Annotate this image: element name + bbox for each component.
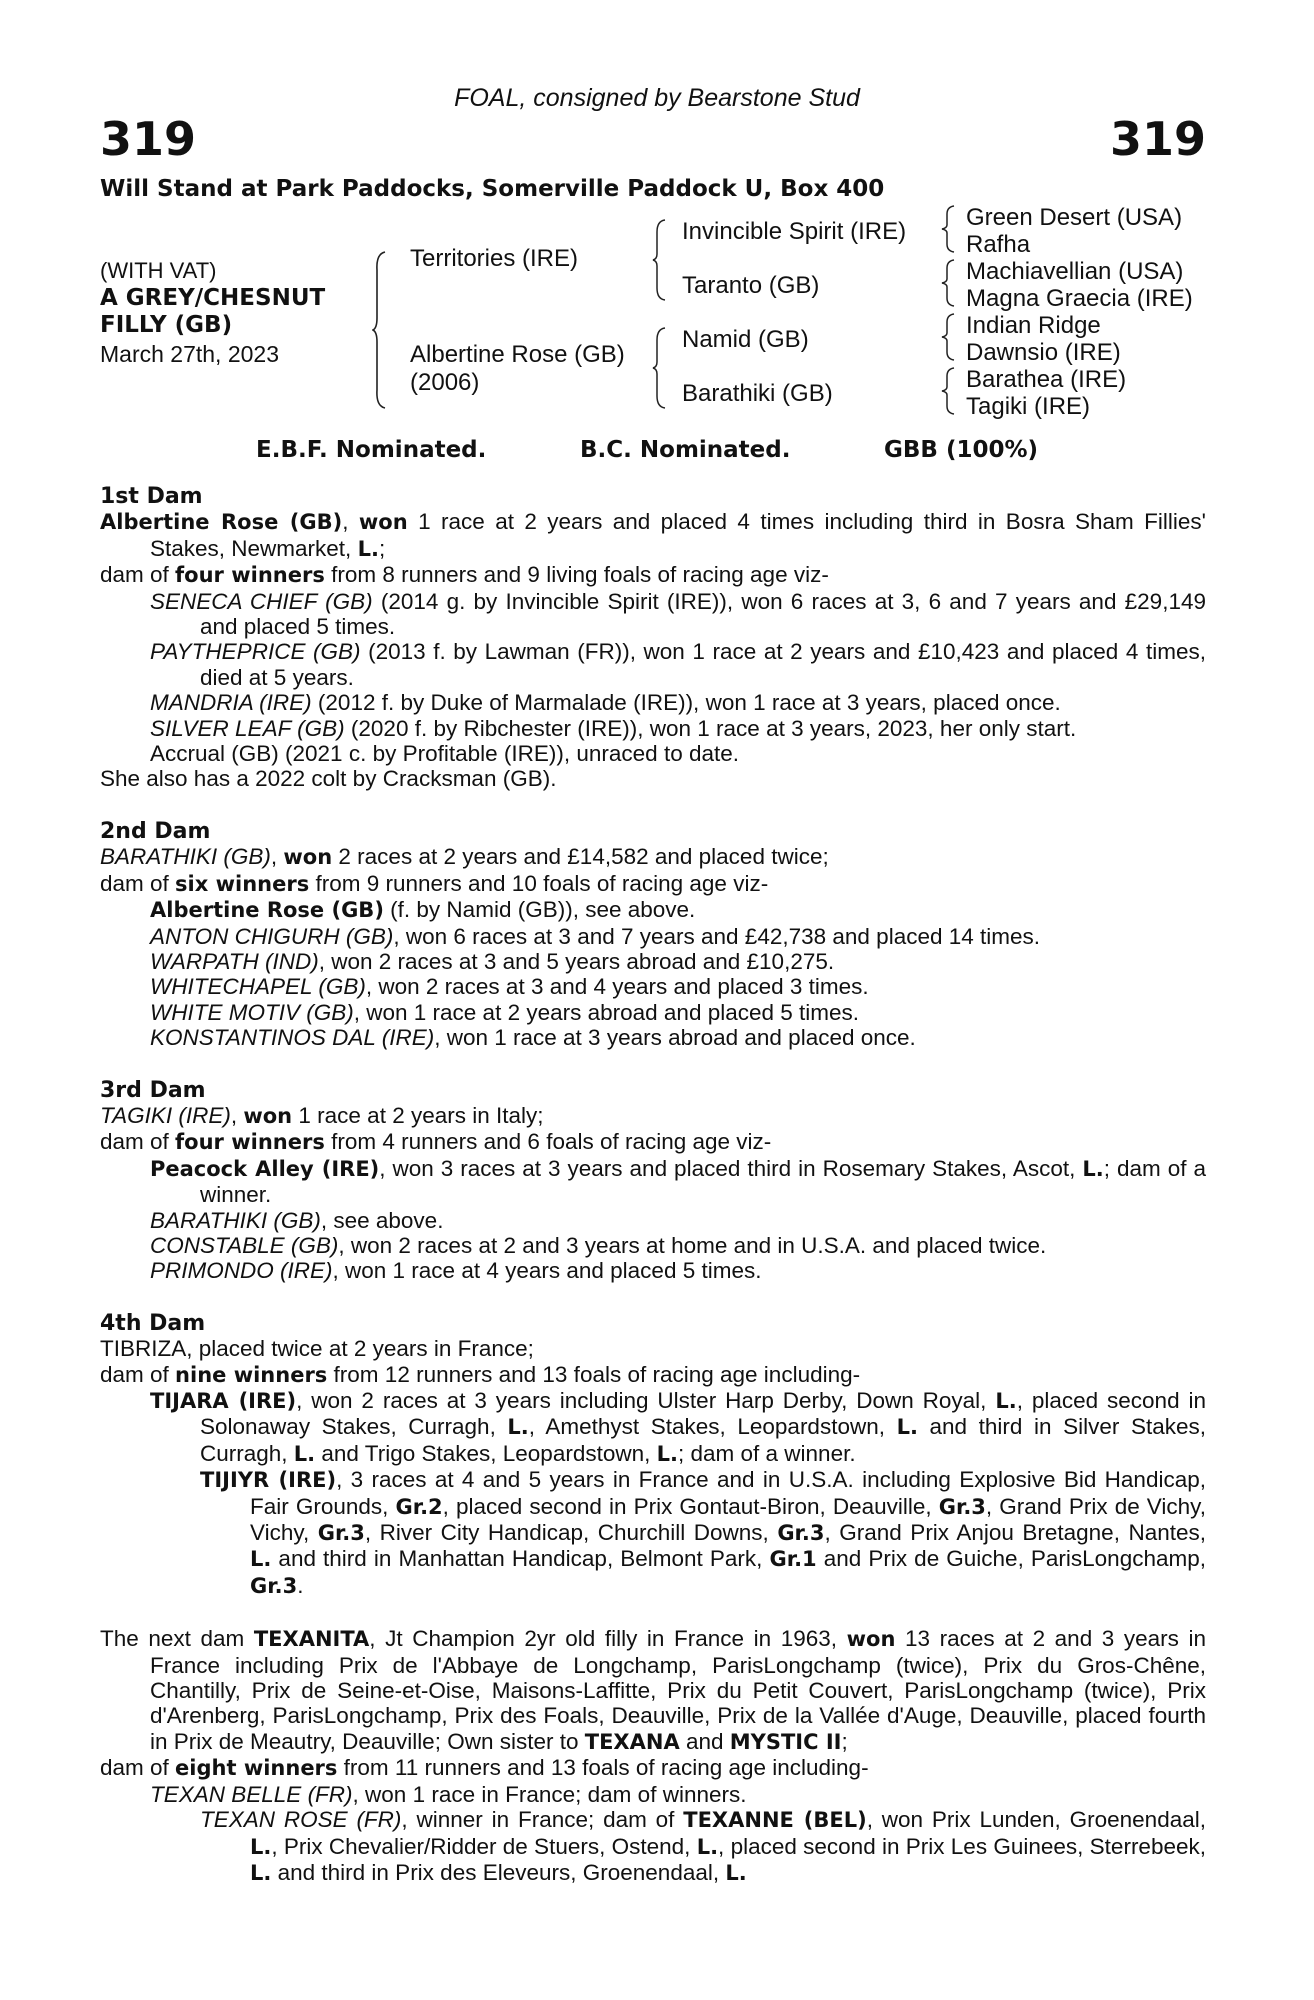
next-dam-produce-2: TEXAN ROSE (FR), winner in France; dam of TEXANNE (BEL), won Prix Lunden, Groenendaal, L., Prix Chevalier/Ridder de Stuers, Ostend, L., placed second in Prix Les Guinees, Sterrebeek, L. and third in Prix des Eleveurs, Groenendaal, L. — [200, 1807, 1206, 1885]
dam4-heading: 4th Dam — [100, 1310, 206, 1336]
dam4-produce-2: TIJIYR (IRE), 3 races at 4 and 5 years in France and in U.S.A. including Explosive Bid Handicap, Fair Grounds, Gr.2, placed second in Prix Gontaut-Biron, Deauville, Gr.3, Grand Prix de Vichy, Vichy, Gr.3, River City Handicap, Churchill Downs, Gr.3, Grand Prix Anjou Bretagne, Nantes, L. and third in Manhattan Handicap, Belmont Park, Gr.1 and Prix de Guiche, ParisLongchamp, Gr.3. — [200, 1467, 1206, 1598]
gg-6: Dawnsio (IRE) — [966, 339, 1121, 366]
dam1-record: Albertine Rose (GB), won 1 race at 2 years and placed 4 times including third in Bosra Sham Fillies' Stakes, Newmarket, L.; — [100, 509, 1206, 561]
dam2-produce-3: WARPATH (IND), won 2 races at 3 and 5 years abroad and £10,275. — [150, 948, 835, 974]
consignor-line: FOAL, consigned by Bearstone Stud — [454, 84, 860, 112]
dam2-heading: 2nd Dam — [100, 818, 211, 844]
dam1-produce-2: PAYTHEPRICE (GB) (2013 f. by Lawman (FR)), won 1 race at 2 years and £10,423 and placed 4 times, died at 5 years. — [150, 639, 1206, 690]
gg-3: Machiavellian (USA) — [966, 258, 1184, 285]
date-of-birth: March 27th, 2023 — [100, 341, 280, 367]
lot-number-left: 319 — [100, 112, 197, 166]
dam-year: (2006) — [410, 369, 480, 396]
sire-brace — [652, 218, 666, 302]
gbb-rating: GBB (100%) — [884, 437, 1039, 463]
gg-8: Tagiki (IRE) — [966, 393, 1091, 420]
dam1-produce-summary: dam of four winners from 8 runners and 9 living foals of racing age viz- — [100, 562, 829, 588]
subject-name-line2: FILLY (GB) — [100, 312, 233, 338]
gg-brace-1 — [940, 204, 956, 254]
dam-sire: Namid (GB) — [682, 326, 809, 353]
pedigree-notes — [100, 484, 1206, 1886]
gg-brace-3 — [940, 312, 956, 362]
dam1-produce-1: SENECA CHIEF (GB) (2014 g. by Invincible Spirit (IRE)), won 6 races at 3, 6 and 7 years and £29,149 and placed 5 times. — [150, 588, 1206, 640]
bc-nominated: B.C. Nominated. — [580, 437, 791, 463]
dam2-record: BARATHIKI (GB), won 2 races at 2 years and £14,582 and placed twice; — [100, 844, 829, 870]
gg-brace-4 — [940, 366, 956, 416]
next-dam-record: The next dam TEXANITA, Jt Champion 2yr old filly in France in 1963, won 13 races at 2 and 3 years in France including Prix de l'Abbaye de Longchamp, ParisLongchamp (twice), Prix du Gros-Chêne, Chantilly, Prix de Seine-et-Oise, Maisons-Laffitte, Prix du Petit Couvert, ParisLongchamp (twice), Prix d'Arenberg, ParisLongchamp, Prix des Foals, Deauville, Prix de la Vallée d'Auge, Deauville, placed fourth in Prix de Meautry, Deauville; Own sister to TEXANA and MYSTIC II; — [100, 1626, 1207, 1754]
dam4-record: TIBRIZA, placed twice at 2 years in France; — [100, 1336, 534, 1362]
sire-sire: Invincible Spirit (IRE) — [682, 218, 907, 245]
dam3-produce-1: Peacock Alley (IRE), won 3 races at 3 years and placed third in Rosemary Stakes, Ascot, L.; dam of a winner. — [150, 1155, 1206, 1208]
dam2-produce-1: Albertine Rose (GB) (f. by Namid (GB)), see above. — [150, 897, 696, 923]
gg-4: Magna Graecia (IRE) — [966, 285, 1193, 312]
dam3-produce-summary: dam of four winners from 4 runners and 6 foals of racing age viz- — [100, 1129, 772, 1155]
gg-7: Barathea (IRE) — [966, 366, 1127, 393]
vat-note: (WITH VAT) — [100, 258, 217, 283]
dam-dam: Barathiki (GB) — [682, 380, 833, 407]
gg-5: Indian Ridge — [966, 312, 1101, 339]
ebf-nominated: E.B.F. Nominated. — [256, 437, 487, 463]
dam1-produce-3: MANDRIA (IRE) (2012 f. by Duke of Marmalade (IRE)), won 1 race at 3 years, placed once. — [150, 690, 1061, 716]
dam3-produce-3: CONSTABLE (GB), won 2 races at 2 and 3 years at home and in U.S.A. and placed twice. — [150, 1232, 1047, 1258]
stand-location: Will Stand at Park Paddocks, Somerville Paddock U, Box 400 — [100, 176, 885, 202]
dam2-produce-4: WHITECHAPEL (GB), won 2 races at 3 and 4 years and placed 3 times. — [150, 974, 869, 1000]
dam1-produce-4: SILVER LEAF (GB) (2020 f. by Ribchester (IRE)), won 1 race at 3 years, 2023, her only start. — [150, 715, 1077, 741]
dam2-produce-5: WHITE MOTIV (GB), won 1 race at 2 years abroad and placed 5 times. — [150, 999, 860, 1025]
dam3-produce-4: PRIMONDO (IRE), won 1 race at 4 years and placed 5 times. — [150, 1258, 762, 1284]
dam2-produce-summary: dam of six winners from 9 runners and 10 foals of racing age viz- — [100, 870, 769, 896]
dam1-note: She also has a 2022 colt by Cracksman (GB). — [100, 766, 557, 792]
dam-brace — [652, 326, 666, 410]
gg-brace-2 — [940, 258, 956, 308]
lot-number-right: 319 — [1109, 112, 1206, 166]
dam4-produce-1: TIJARA (IRE), won 2 races at 3 years including Ulster Harp Derby, Down Royal, L., placed second in Solonaway Stakes, Curragh, L., Amethyst Stakes, Leopardstown, L. and third in Silver Stakes, Curragh, L. and Trigo Stakes, Leopardstown, L.; dam of a winner. — [150, 1388, 1206, 1466]
gg-1: Green Desert (USA) — [966, 204, 1183, 231]
dam: Albertine Rose (GB) — [410, 341, 625, 368]
next-dam-produce-summary: dam of eight winners from 11 runners and 13 foals of racing age including- — [100, 1755, 869, 1781]
pedigree-brace — [372, 250, 386, 410]
dam1-produce-5: Accrual (GB) (2021 c. by Profitable (IRE)), unraced to date. — [150, 741, 739, 767]
dam3-record: TAGIKI (IRE), won 1 race at 2 years in Italy; — [100, 1102, 544, 1128]
dam2-produce-2: ANTON CHIGURH (GB), won 6 races at 3 and 7 years and £42,738 and placed 14 times. — [150, 923, 1041, 949]
dam4-produce-summary: dam of nine winners from 12 runners and 13 foals of racing age including- — [100, 1361, 861, 1387]
subject-name-line1: A GREY/CHESNUT — [100, 285, 326, 311]
dam1-heading: 1st Dam — [100, 484, 203, 509]
next-dam-produce-1: TEXAN BELLE (FR), won 1 race in France; dam of winners. — [150, 1781, 747, 1807]
sire: Territories (IRE) — [410, 245, 579, 272]
dam2-produce-6: KONSTANTINOS DAL (IRE), won 1 race at 3 years abroad and placed once. — [150, 1025, 916, 1051]
gg-2: Rafha — [966, 231, 1031, 258]
sire-dam: Taranto (GB) — [682, 272, 820, 299]
dam3-heading: 3rd Dam — [100, 1077, 206, 1103]
dam3-produce-2: BARATHIKI (GB), see above. — [150, 1207, 444, 1233]
